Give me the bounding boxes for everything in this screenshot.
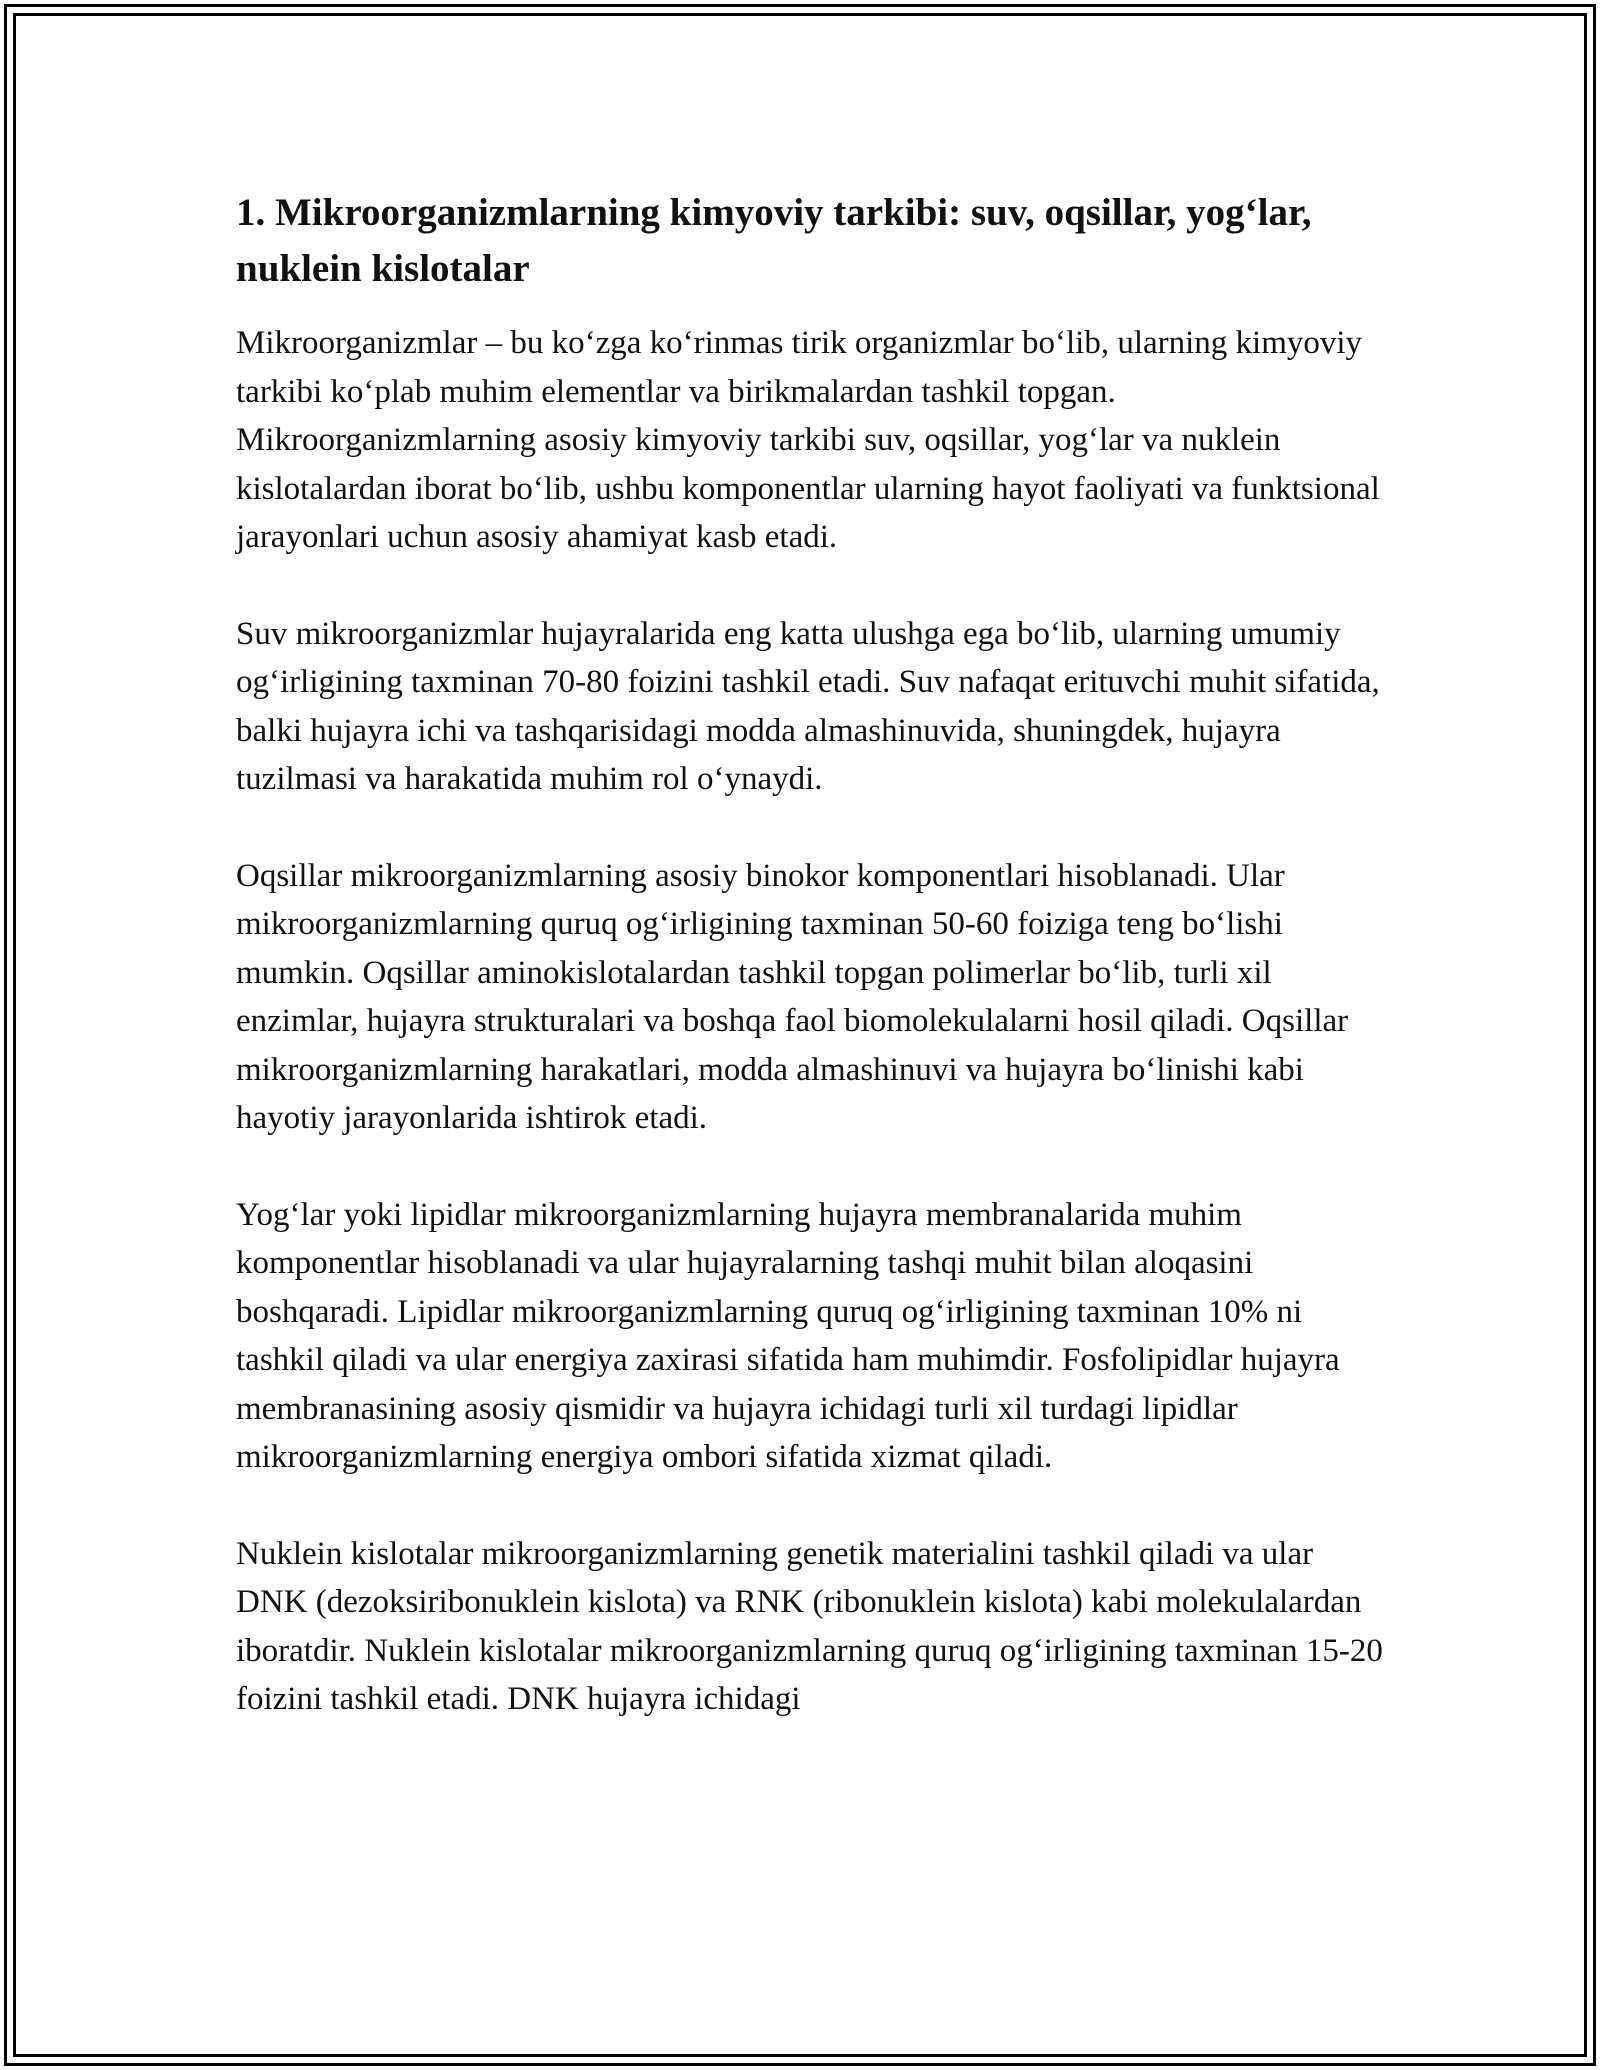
paragraph-water: Suv mikroorganizmlar hujayralarida eng katta ulushga ega bo‘lib, ularning umumiy og‘irligining taxminan 70-80 foizini tashkil etadi. Suv nafaqat erituvchi muhit sifatida, balki hujayra ichi va tashqarisidagi modda almashinuvida, shuningdek, hujayra tuzilmasi va harakatida muhim rol o‘ynaydi. xyxy=(236,615,1380,797)
paragraph-nucleic-acids: Nuklein kislotalar mikroorganizmlarning genetik materialini tashkil qiladi va ular DNK (dezoksiribonuklein kislota) va RNK (ribonuklein kislota) kabi molekulalardan iboratdir. Nuklein kislotalar mikroorganizmlarning quruq og‘irligining taxminan 15-20 foizini tashkil etadi. DNK hujayra ichidagi xyxy=(236,1535,1383,1717)
paragraph-proteins: Oqsillar mikroorganizmlarning asosiy binokor komponentlari hisoblanadi. Ular mikroorganizmlarning quruq og‘irligining taxminan 50-60 foiziga teng bo‘lishi mumkin. Oqsillar aminokislotalardan tashkil topgan polimerlar bo‘lib, turli xil enzimlar, hujayra strukturalari va boshqa faol biomolekulalarni hosil qiladi. Oqsillar mikroorganizmlarning harakatlari, modda almashinuvi va hujayra bo‘linishi kabi hayotiy jarayonlarida ishtirok etadi. xyxy=(236,857,1349,1136)
paragraph-lipids: Yog‘lar yoki lipidlar mikroorganizmlarning hujayra membranalarida muhim komponentlar hisoblanadi va ular hujayralarning tashqi muhit bilan aloqasini boshqaradi. Lipidlar mikroorganizmlarning quruq og‘irligining taxminan 10% ni tashkil qiladi va ular energiya zaxirasi sifatida ham muhimdir. Fosfolipidlar hujayra membranasining asosiy qismidir va hujayra ichidagi turli xil turdagi lipidlar mikroorganizmlarning energiya ombori sifatida xizmat qiladi. xyxy=(236,1196,1340,1475)
paragraph-intro: Mikroorganizmlar – bu ko‘zga ko‘rinmas tirik organizmlar bo‘lib, ularning kimyoviy tarkibi ko‘plab muhim elementlar va birikmalardan tashkil topgan. Mikroorganizmlarning asosiy kimyoviy tarkibi suv, oqsillar, yog‘lar va nuklein kislotalardan iborat bo‘lib, ushbu komponentlar ularning hayot faoliyati va funktsional jarayonlari uchun asosiy ahamiyat kasb etadi. xyxy=(236,325,1380,555)
document-body xyxy=(236,185,1386,1772)
section-heading: 1. Mikroorganizmlarning kimyoviy tarkibi: suv, oqsillar, yog‘lar, nuklein kislotalar xyxy=(236,191,1312,290)
